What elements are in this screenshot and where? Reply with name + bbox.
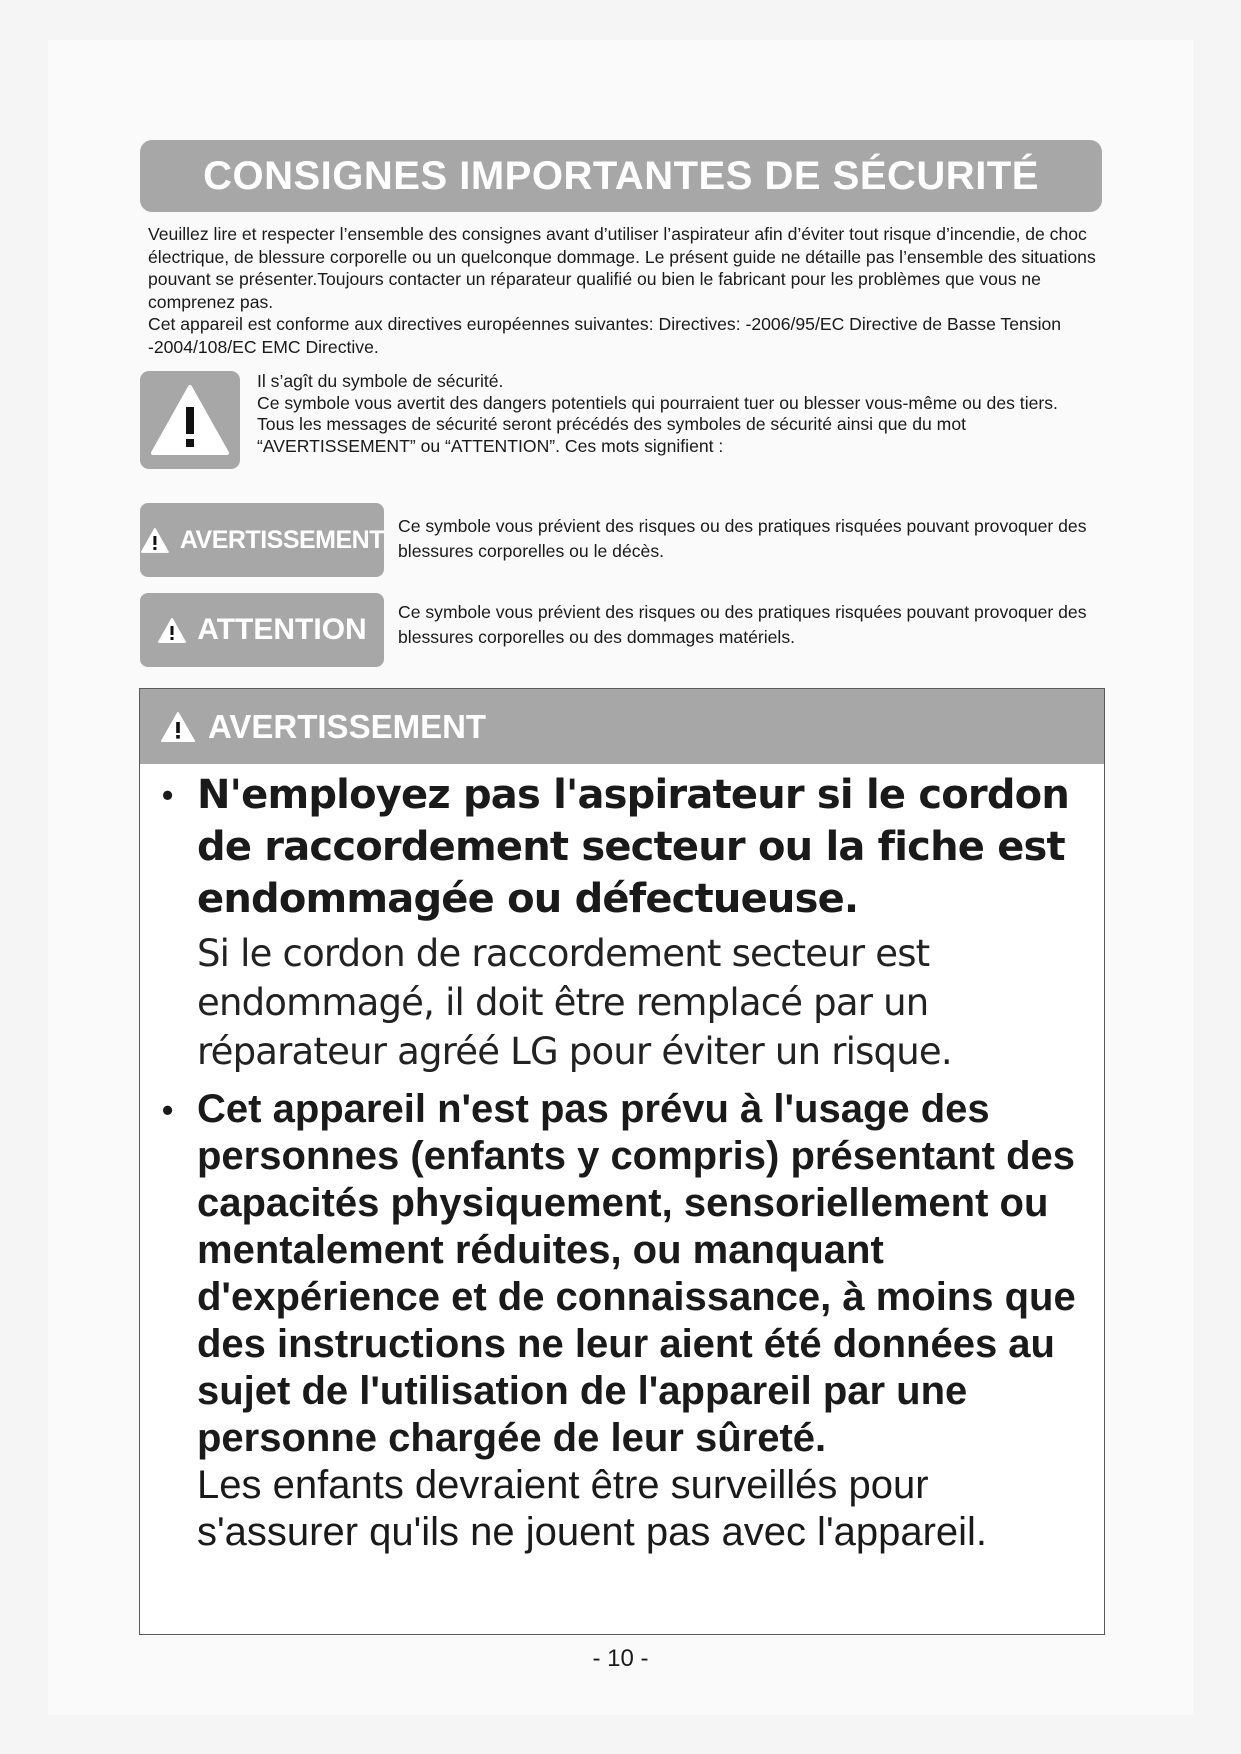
intro-text — [148, 223, 1108, 358]
warning-label-badge — [140, 503, 384, 577]
intro-paragraph-1: Veuillez lire et respecter l’ensemble des consignes avant d’utiliser l’aspirateur afin d’éviter tout risque d’incendie, de choc électrique, de blessure corporelle ou un quelconque dommage. Le présent guide ne détaille pas l’ensemble des situations pouvant se présenter.Toujours contacter un réparateur qualifié ou bien le fabricant pour les problèmes que vous ne comprenez pas. — [148, 224, 1096, 312]
safety-symbol-line-3: Tous les messages de sécurité seront précédés des symboles de sécurité ainsi que du mot “AVERTISSEMENT” ou “ATTENTION”. Ces mots signifient : — [257, 414, 967, 456]
safety-symbol-line-2: Ce symbole vous avertit des dangers potentiels qui pourraient tuer ou blesser vous-même ou des tiers. — [257, 392, 1058, 413]
list-item-text: Si le cordon de raccordement secteur est endommagé, il doit être remplacé par un réparateur agréé LG pour éviter un risque. — [197, 932, 952, 1073]
warning-triangle-icon — [150, 383, 230, 457]
warning-label-description: Ce symbole vous prévient des risques ou des pratiques risquées pouvant provoquer des blessures corporelles ou le décès. — [398, 516, 1087, 561]
warning-box-header — [140, 689, 1104, 764]
caution-label-description: Ce symbole vous prévient des risques ou des pratiques risquées pouvant provoquer des blessures corporelles ou des dommages matériels. — [398, 602, 1087, 647]
warning-triangle-icon — [140, 527, 170, 554]
safety-symbol-badge — [140, 371, 240, 469]
intro-paragraph-2: Cet appareil est conforme aux directives européennes suivantes: Directives: -2006/95/EC Directive de Basse Tension -2004/108/EC EMC Directive. — [148, 314, 1062, 357]
caution-label-text: ATTENTION — [197, 613, 367, 646]
page-number: - 10 - — [592, 1645, 649, 1672]
bullet-dot: • — [162, 777, 174, 813]
list-item — [140, 1086, 1104, 1556]
page-title: CONSIGNES IMPORTANTES DE SÉCURITÉ — [140, 140, 1102, 212]
bullet-dot: • — [162, 1092, 174, 1128]
warning-triangle-icon — [160, 711, 196, 743]
warning-box-heading: AVERTISSEMENT — [208, 707, 487, 745]
safety-symbol-explanation — [257, 371, 1107, 457]
warning-label-text: AVERTISSEMENT — [179, 525, 384, 554]
list-item-text: Les enfants devraient être surveillés pour s'assurer qu'ils ne jouent pas avec l'appareil. — [197, 1463, 988, 1554]
list-item-bold-text: N'employez pas l'aspirateur si le cordon de raccordement secteur ou la fiche est endommagée ou défectueuse. — [197, 772, 1070, 922]
list-item — [140, 769, 1104, 1076]
list-item-bold-text: Cet appareil n'est pas prévu à l'usage des personnes (enfants y compris) présentant des capacités physiquement, sensoriellement ou mentalement réduites, ou manquant d'expérience et de connaissance, à moins que des instructions ne leur aient été données au sujet de l'utilisation de l'appareil par une personne chargée de leur sûreté. — [197, 1087, 1076, 1460]
safety-symbol-line-1: Il s’agît du symbole de sécurité. — [257, 371, 504, 391]
warning-triangle-icon — [157, 617, 187, 644]
caution-label-badge — [140, 593, 384, 667]
warning-box — [139, 688, 1105, 1635]
